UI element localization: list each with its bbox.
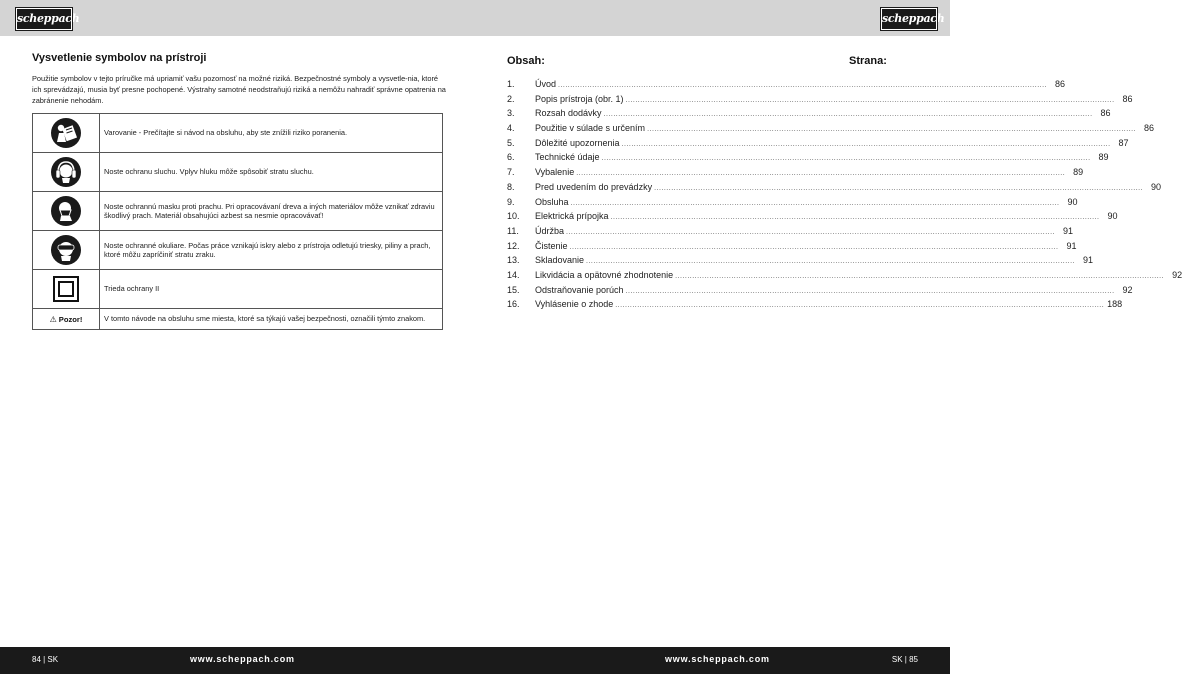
symbol-row — [33, 309, 443, 330]
toc-page: 91 — [1066, 240, 1077, 251]
toc-number: 4. — [507, 123, 515, 134]
toc-leader-dots: ........................................................................................................................................................................................................ — [569, 243, 1059, 251]
warning-triangle-icon: ⚠ — [49, 314, 57, 324]
toc-number: 11. — [507, 225, 519, 236]
symbol-row — [33, 114, 443, 153]
toc-number: 15. — [507, 284, 520, 295]
contents-heading: Obsah: — [507, 55, 545, 67]
toc-title: Údržba — [535, 225, 565, 236]
symbol-text: Noste ochranné okuliare. Počas práce vznikajú iskry alebo z prístroja odletujú triesky, piliny a prach, ktoré môžu zapríčiniť stratu zraku. — [100, 231, 443, 270]
website-link-left[interactable]: www.scheppach.com — [190, 654, 295, 664]
footer-bar — [0, 647, 950, 674]
toc-page: 86 — [1122, 93, 1133, 104]
toc-entry[interactable] — [507, 240, 1077, 256]
protection-class-ii-icon — [53, 276, 79, 302]
toc-title: Elektrická prípojka — [535, 211, 609, 222]
toc-entry[interactable] — [507, 108, 1111, 123]
toc-number: 5. — [507, 137, 515, 148]
toc-page: 92 — [1172, 269, 1182, 280]
toc-title: Použitie v súlade s určením — [535, 123, 646, 134]
toc-title: Úvod — [535, 79, 557, 89]
scheppach-logo-left: scheppach — [16, 8, 72, 30]
toc-number: 1. — [507, 79, 515, 89]
toc-number: 9. — [507, 196, 515, 207]
toc-title: Skladovanie — [535, 255, 585, 266]
toc-entry[interactable] — [507, 299, 1123, 314]
symbol-text: Noste ochranu sluchu. Vplyv hluku môže spôsobiť stratu sluchu. — [100, 153, 443, 192]
toc-leader-dots: ........................................................................................................................................................................................................ — [566, 228, 1055, 236]
toc-page: 92 — [1122, 284, 1133, 295]
toc-leader-dots: ........................................................................................................................................................................................................ — [675, 272, 1165, 280]
toc-leader-dots: ........................................................................................................................................................................................................ — [625, 287, 1115, 295]
toc-title: Obsluha — [535, 196, 569, 207]
toc-leader-dots: ........................................................................................................................................................................................................ — [558, 82, 1047, 89]
toc-number: 10. — [507, 211, 520, 222]
toc-entry[interactable] — [507, 152, 1109, 167]
toc-title: Odstraňovanie porúch — [535, 284, 624, 295]
toc-title: Dôležité upozornenia — [535, 137, 620, 148]
toc-leader-dots: ........................................................................................................................................................................................................ — [615, 302, 1105, 310]
toc-page: 86 — [1100, 108, 1111, 119]
toc-title: Pred uvedením do prevádzky — [535, 181, 653, 192]
toc-number: 16. — [507, 299, 520, 310]
toc-title: Technické údaje — [535, 152, 600, 163]
toc-entry[interactable] — [507, 79, 1065, 94]
top-bar — [0, 0, 950, 36]
symbol-text: Trieda ochrany II — [100, 270, 443, 309]
toc-page: 86 — [1144, 123, 1155, 134]
symbol-row — [33, 153, 443, 192]
toc-page: 89 — [1073, 167, 1084, 178]
symbol-text: V tomto návode na obsluhu sme miesta, ktoré sa týkajú vašej bezpečnosti, označili týmto znakom. — [100, 309, 443, 330]
safety-goggles-icon — [51, 235, 81, 265]
toc-number: 6. — [507, 152, 515, 163]
toc-title: Rozsah dodávky — [535, 108, 602, 119]
toc-leader-dots: ........................................................................................................................................................................................................ — [586, 258, 1076, 266]
toc-page: 90 — [1067, 196, 1078, 207]
toc-page: 90 — [1151, 181, 1162, 192]
toc-entry[interactable] — [507, 137, 1129, 153]
toc-entry[interactable] — [507, 211, 1118, 226]
toc-entry[interactable] — [507, 181, 1162, 197]
right-page-number: SK | 85 — [891, 655, 918, 664]
toc-entry[interactable] — [507, 269, 1182, 285]
toc-page: 188 — [1107, 299, 1123, 310]
hearing-protection-icon — [51, 157, 81, 187]
toc-page: 86 — [1054, 79, 1065, 89]
toc-leader-dots: ........................................................................................................................................................................................................ — [576, 170, 1066, 178]
toc-leader-dots: ........................................................................................................................................................................................................ — [601, 155, 1091, 163]
scheppach-logo-right: scheppach — [881, 8, 937, 30]
page-heading: Strana: — [849, 55, 887, 67]
toc-number: 3. — [507, 108, 515, 119]
symbol-text: Noste ochrannú masku proti prachu. Pri opracovávaní dreva a iných materiálov môže vznikať zdraviu škodlivý prach. Materiál obsahujúci azbest sa nesmie opracovávať! — [100, 192, 443, 231]
toc-title: Vyhlásenie o zhode — [535, 299, 614, 310]
toc-title: Likvidácia a opätovné zhodnotenie — [535, 269, 674, 280]
toc-title: Vybalenie — [535, 167, 575, 178]
toc-entry[interactable] — [507, 93, 1133, 109]
symbols-intro: Použitie symbolov v tejto príručke má upriamiť vašu pozornosť na možné riziká. Bezpečnostné symboly a vysvetle-nia, ktoré ich sprevádzajú, musia byť presne pochopené. Výstrahy samotné neodstraňujú riziká a nemôžu nahradiť správne opatrenia na zabránenie nehodám. — [32, 74, 446, 105]
toc-number: 8. — [507, 181, 515, 192]
toc-leader-dots: ........................................................................................................................................................................................................ — [570, 199, 1060, 207]
symbol-text: Varovanie - Prečítajte si návod na obsluhu, aby ste znížili riziko poranenia. — [100, 114, 443, 153]
toc-page: 90 — [1107, 211, 1118, 222]
toc-entry[interactable] — [507, 255, 1094, 270]
pozor-label: Pozor! — [58, 314, 83, 324]
toc-page: 87 — [1118, 137, 1129, 148]
toc-entry[interactable] — [507, 167, 1084, 182]
toc-entry[interactable] — [507, 123, 1155, 138]
symbol-row — [33, 231, 443, 270]
toc-leader-dots: ........................................................................................................................................................................................................ — [654, 184, 1144, 192]
toc-entry[interactable] — [507, 196, 1078, 212]
read-manual-icon — [51, 118, 81, 148]
dust-mask-icon — [51, 196, 81, 226]
toc-leader-dots: ........................................................................................................................................................................................................ — [625, 96, 1115, 104]
toc-title: Čistenie — [535, 240, 568, 251]
toc-leader-dots: ........................................................................................................................................................................................................ — [621, 140, 1111, 148]
toc-leader-dots: ........................................................................................................................................................................................................ — [603, 111, 1093, 119]
toc-number: 14. — [507, 269, 520, 280]
toc-page: 89 — [1098, 152, 1109, 163]
toc-entry[interactable] — [507, 284, 1133, 300]
toc-number: 12. — [507, 240, 520, 251]
symbol-row — [33, 192, 443, 231]
table-of-contents — [507, 79, 1182, 314]
toc-leader-dots: ........................................................................................................................................................................................................ — [610, 214, 1100, 222]
toc-title: Popis prístroja (obr. 1) — [535, 93, 624, 104]
toc-number: 13. — [507, 255, 520, 266]
symbols-title: Vysvetlenie symbolov na prístroji — [32, 52, 207, 64]
toc-leader-dots: ........................................................................................................................................................................................................ — [647, 126, 1137, 134]
symbols-table — [32, 113, 443, 330]
website-link-right[interactable]: www.scheppach.com — [665, 654, 770, 664]
symbol-row — [33, 270, 443, 309]
toc-entry[interactable] — [507, 225, 1073, 241]
toc-page: 91 — [1083, 255, 1094, 266]
left-page-number: 84 | SK — [32, 655, 59, 664]
toc-number: 2. — [507, 93, 515, 104]
toc-number: 7. — [507, 167, 515, 178]
toc-page: 91 — [1062, 225, 1073, 236]
